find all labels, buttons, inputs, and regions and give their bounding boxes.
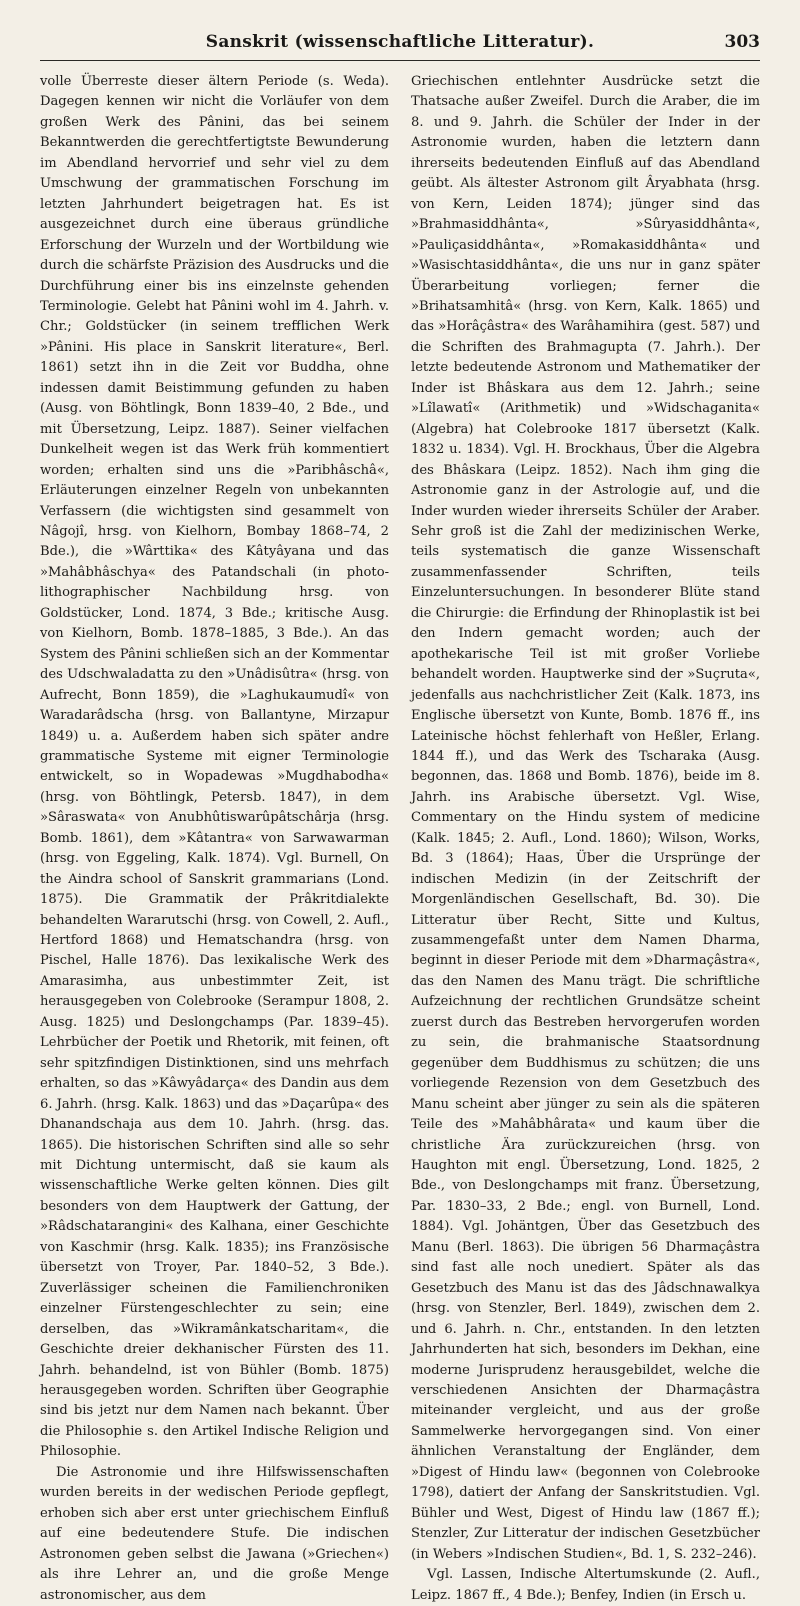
running-header <box>40 30 760 61</box>
right-column <box>411 72 760 1603</box>
left-column <box>40 72 389 1603</box>
paragraph: volle Überreste dieser ältern Periode (s. Weda). Dagegen kennen wir nicht die Vorläufer von dem großen Werk des Pânini, das bei seinem Bekanntwerden die gerechtfertigtste Bewunderung im Abendland hervorrief und sehr viel zu dem Umschwung der grammatischen Forschung im letzten Jahrhundert beigetragen hat. Es ist ausgezeichnet durch eine überaus gründliche Erforschung der Wurzeln und der Wortbildung wie durch die schärfste Präzision des Ausdrucks und die Durchführung einer bis ins einzelnste gehenden Terminologie. Gelebt hat Pânini wohl im 4. Jahrh. v. Chr.; Goldstücker (in seinem trefflichen Werk »Pânini. His place in Sanskrit literature«, Berl. 1861) setzt ihn in die Zeit vor Buddha, ohne indessen damit Beistimmung gefunden zu haben (Ausg. von Böhtlingk, Bonn 1839–40, 2 Bde., und mit Übersetzung, Leipz. 1887). Seiner vielfachen Dunkelheit wegen ist das Werk früh kommentiert worden; erhalten sind uns die »Paribhâschâ«, Erläuterungen einzelner Regeln von unbekannten Verfassern (die wichtigsten sind gesammelt von Nâgojî, hrsg. von Kielhorn, Bombay 1868–74, 2 Bde.), die »Wârttika« des Kâtyâyana und das »Mahâbhâschya« des Patandschali (in photo-lithographischer Nachbildung hrsg. von Goldstücker, Lond. 1874, 3 Bde.; kritische Ausg. von Kielhorn, Bomb. 1878–1885, 3 Bde.). An das System des Pânini schließen sich an der Kommentar des Udschwaladatta zu den »Unâdisûtra« (hrsg. von Aufrecht, Bonn 1859), die »Laghukaumudî« von Waradarâdscha (hrsg. von Ballantyne, Mirzapur 1849) u. a. Außerdem haben sich später andre grammatische Systeme mit eigner Terminologie entwickelt, so in Wopadewas »Mugdhabodha« (hrsg. von Böhtlingk, Petersb. 1847), in dem »Sâraswata« von Anubhûtiswarûpâtschârja (hrsg. Bomb. 1861), dem »Kâtantra« von Sarwawarman (hrsg. von Eggeling, Kalk. 1874). Vgl. Burnell, On the Aindra school of Sanskrit grammarians (Lond. 1875). Die Grammatik der Prâkritdialekte behandelten Wararutschi (hrsg. von Cowell, 2. Aufl., Hertford 1868) und Hematschandra (hrsg. von Pischel, Halle 1876). Das lexikalische Werk des Amarasimha, aus unbestimmter Zeit, ist herausgegeben von Colebrooke (Serampur 1808, 2. Ausg. 1825) und Deslongchamps (Par. 1839–45). Lehrbücher der Poetik und Rhetorik, mit feinen, oft sehr spitzfindigen Distinktionen, sind uns mehrfach erhalten, so das »Kâwyâdarça« des Dandin aus dem 6. Jahrh. (hrsg. Kalk. 1863) und das »Daçarûpa« des Dhanandschaja aus dem 10. Jahrh. (hrsg. das. 1865). Die historischen Schriften sind alle so sehr mit Dichtung untermischt, daß sie kaum als wissenschaftliche Werke gelten können. Dies gilt besonders von dem Hauptwerk der Gattung, der »Râdschatarangini« des Kalhana, einer Geschichte von Kaschmir (hrsg. Kalk. 1835); ins Französische übersetzt von Troyer, Par. 1840–52, 3 Bde.). Zuverlässiger scheinen die Familienchroniken einzelner Fürstengeschlechter zu sein; eine derselben, das »Wikramânkatscharitam«, die Geschichte dreier dekhanischer Fürsten des 11. Jahrh. behandelnd, ist von Bühler (Bomb. 1875) herausgegeben worden. Schriften über Geographie sind bis jetzt nur dem Namen nach bekannt. Über die Philosophie s. den Artikel Indische Religion und Philosophie. <box>40 74 389 1460</box>
text-columns <box>40 72 760 1603</box>
paragraph: Vgl. Lassen, Indische Altertumskunde (2. Aufl., Leipz. 1867 ff., 4 Bde.); Benfey, Indien (in Ersch u. <box>411 1567 760 1603</box>
paragraph: Griechischen entlehnter Ausdrücke setzt die Thatsache außer Zweifel. Durch die Araber, die im 8. und 9. Jahrh. die Schüler der Inder in der Astronomie wurden, haben die letztern dann ihrerseits bedeutenden Einfluß auf das Abendland geübt. Als ältester Astronom gilt Âryabhata (hrsg. von Kern, Leiden 1874); jünger sind das »Brahmasiddhânta«, »Sûryasiddhânta«, »Pauliçasiddhânta«, »Romakasiddhânta« und »Wasischtasiddhânta«, die uns nur in ganz später Überarbeitung vorliegen; ferner die »Brihatsamhitâ« (hrsg. von Kern, Kalk. 1865) und das »Horâçâstra« des Warâhamihira (gest. 587) und die Schriften des Brahmagupta (7. Jahrh.). Der letzte bedeutende Astronom und Mathematiker der Inder ist Bhâskara aus dem 12. Jahrh.; seine »Lîlawatî« (Arithmetik) und »Widschaganita« (Algebra) hat Colebrooke 1817 übersetzt (Kalk. 1832 u. 1834). Vgl. H. Brockhaus, Über die Algebra des Bhâskara (Leipz. 1852). Nach ihm ging die Astronomie ganz in der Astrologie auf, und die Inder wurden wieder ihrerseits Schüler der Araber. Sehr groß ist die Zahl der medizinischen Werke, teils systematisch die ganze Wissenschaft zusammenfassender Schriften, teils Einzeluntersuchungen. In besonderer Blüte stand die Chirurgie: die Erfindung der Rhinoplastik ist bei den Indern gemacht worden; auch der apothekarische Teil ist mit großer Vorliebe behandelt worden. Hauptwerke sind der »Suçruta«, jedenfalls aus nachchristlicher Zeit (Kalk. 1873, ins Englische übersetzt von Kunte, Bomb. 1876 ff., ins Lateinische höchst fehlerhaft von Heßler, Erlang. 1844 ff.), und das Werk des Tscharaka (Ausg. begonnen, das. 1868 und Bomb. 1876), beide im 8. Jahrh. ins Arabische übersetzt. Vgl. Wise, Commentary on the Hindu system of medicine (Kalk. 1845; 2. Aufl., Lond. 1860); Wilson, Works, Bd. 3 (1864); Haas, Über die Ursprünge der indischen Medizin (in der Zeitschrift der Morgenländischen Gesellschaft, Bd. 30). Die Litteratur über Recht, Sitte und Kultus, zusammengefaßt unter dem Namen Dharma, beginnt in dieser Periode mit dem »Dharmaçâstra«, das den Namen des Manu trägt. Die schriftliche Aufzeichnung der rechtlichen Grundsätze scheint zuerst durch das Bestreben hervorgerufen worden zu sein, die brahmanische Staatsordnung gegenüber dem Buddhismus zu schützen; die uns vorliegende Rezension von dem Gesetzbuch des Manu scheint aber jünger zu sein als die späteren Teile des »Mahâbhârata« und kaum über die christliche Ära zurückzureichen (hrsg. von Haughton mit engl. Übersetzung, Lond. 1825, 2 Bde., von Deslongchamps mit franz. Übersetzung, Par. 1830–33, 2 Bde.; engl. von Burnell, Lond. 1884). Vgl. Johäntgen, Über das Gesetzbuch des Manu (Berl. 1863). Die übrigen 56 Dharmaçâstra sind fast alle noch unediert. Später als das Gesetzbuch des Manu ist das des Jâdschnawalkya (hrsg. von Stenzler, Berl. 1849), zwischen dem 2. und 6. Jahrh. n. Chr., entstanden. In den letzten Jahrhunderten hat sich, besonders im Dekhan, eine moderne Jurisprudenz herausgebildet, welche die verschiedenen Ansichten der Dharmaçâstra miteinander vergleicht, und aus der große Sammelwerke hervorgegangen sind. Von einer ähnlichen Veranstaltung der Engländer, dem »Digest of Hindu law« (begonnen von Colebrooke 1798), datiert der Anfang der Sanskritstudien. Vgl. Bühler und West, Digest of Hindu law (1867 ff.); Stenzler, Zur Litteratur der indischen Gesetzbücher (in Webers »Indischen Studien«, Bd. 1, S. 232–246). <box>411 74 760 1562</box>
paragraph: Die Astronomie und ihre Hilfswissenschaften wurden bereits in der wedischen Periode gepflegt, erhoben sich aber erst unter griechischem Einfluß auf eine bedeutendere Stufe. Die indischen Astronomen geben selbst die Jawana (»Griechen«) als ihre Lehrer an, und die große Menge astronomischer, aus dem <box>40 1464 389 1603</box>
running-title: Sanskrit (wissenschaftliche Litteratur). <box>205 32 595 52</box>
page-number: 303 <box>724 32 760 52</box>
